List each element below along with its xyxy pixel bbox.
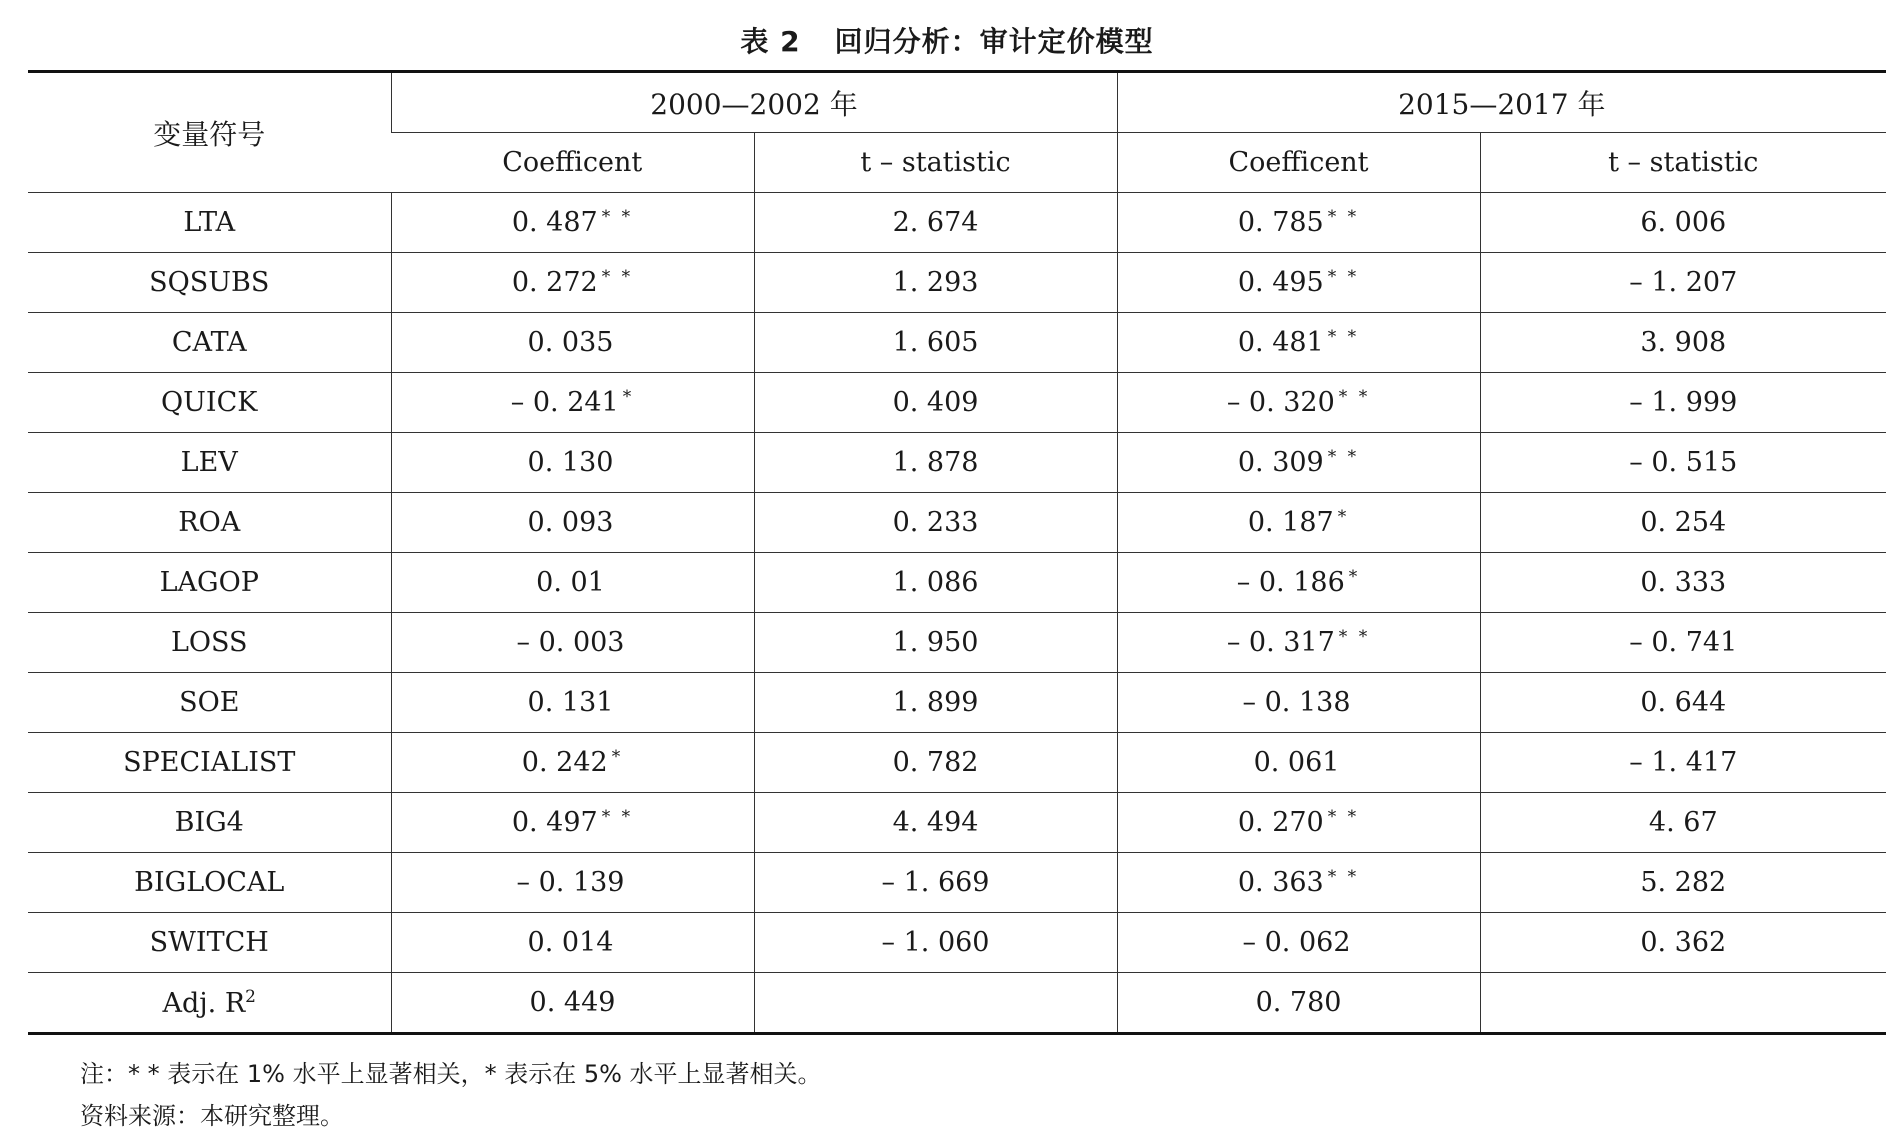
coefficient-value: 0. 481	[1237, 327, 1324, 358]
table-row	[28, 493, 1886, 553]
t-statistic-cell: – 0. 515	[1480, 433, 1886, 493]
coefficient-value: 0. 035	[527, 327, 614, 358]
t-statistic-header-1: t – statistic	[754, 133, 1117, 193]
coefficient-value: 0. 272	[511, 267, 598, 298]
table-notes	[80, 1053, 822, 1137]
adj-r2-row	[28, 973, 1886, 1034]
coefficient-cell	[1117, 793, 1480, 853]
variable-name: CATA	[28, 313, 391, 373]
coefficient-cell	[391, 793, 754, 853]
coefficient-cell	[391, 493, 754, 553]
t-statistic-cell: 0. 254	[1480, 493, 1886, 553]
coefficient-value: 0. 187	[1247, 507, 1334, 538]
coefficient-value: 0. 495	[1237, 267, 1324, 298]
coefficient-cell	[1117, 193, 1480, 253]
table-row	[28, 313, 1886, 373]
variable-name: BIGLOCAL	[28, 853, 391, 913]
t-statistic-cell: 0. 782	[754, 733, 1117, 793]
significance-stars: * *	[1338, 627, 1371, 647]
significance-stars: * *	[1327, 327, 1360, 347]
period-header-2000-2002: 2000—2002 年	[391, 72, 1117, 133]
significance-stars: * *	[1327, 447, 1360, 467]
variable-name: BIG4	[28, 793, 391, 853]
coefficient-value: 0. 093	[527, 507, 614, 538]
t-statistic-cell: – 0. 741	[1480, 613, 1886, 673]
significance-stars: * *	[1327, 807, 1360, 827]
significance-stars: *	[622, 387, 635, 407]
table-row	[28, 373, 1886, 433]
significance-stars: * *	[601, 267, 634, 287]
table-row	[28, 733, 1886, 793]
variable-name: SPECIALIST	[28, 733, 391, 793]
significance-stars: * *	[601, 207, 634, 227]
coefficient-value: 0. 061	[1253, 747, 1340, 778]
coefficient-value: 0. 130	[527, 447, 614, 478]
t-statistic-header-2: t – statistic	[1480, 133, 1886, 193]
t-statistic-cell: 0. 409	[754, 373, 1117, 433]
coefficient-cell	[391, 853, 754, 913]
coefficient-cell	[1117, 553, 1480, 613]
empty-cell	[754, 973, 1117, 1034]
table-row	[28, 193, 1886, 253]
coefficient-cell	[391, 673, 754, 733]
t-statistic-cell: – 1. 999	[1480, 373, 1886, 433]
variable-name: SWITCH	[28, 913, 391, 973]
period-header-2015-2017: 2015—2017 年	[1117, 72, 1886, 133]
t-statistic-cell: 1. 605	[754, 313, 1117, 373]
t-statistic-cell: 1. 086	[754, 553, 1117, 613]
source-note: 资料来源：本研究整理。	[80, 1102, 344, 1130]
t-statistic-cell: 1. 878	[754, 433, 1117, 493]
coefficient-value: 0. 131	[527, 687, 614, 718]
variable-name: LEV	[28, 433, 391, 493]
adj-r2-value-2: 0. 780	[1117, 973, 1480, 1034]
variable-name: LAGOP	[28, 553, 391, 613]
coefficient-cell	[391, 373, 754, 433]
coefficient-value: 0. 309	[1237, 447, 1324, 478]
t-statistic-cell: 4. 494	[754, 793, 1117, 853]
significance-stars: *	[611, 747, 624, 767]
regression-table	[28, 70, 1886, 1035]
table-row	[28, 553, 1886, 613]
variable-name: LTA	[28, 193, 391, 253]
table-row	[28, 253, 1886, 313]
coefficient-value: 0. 01	[536, 567, 605, 598]
coefficient-cell	[391, 553, 754, 613]
coefficient-cell	[1117, 613, 1480, 673]
t-statistic-cell: 5. 282	[1480, 853, 1886, 913]
variable-name	[28, 973, 391, 1034]
significance-stars: *	[1348, 567, 1361, 587]
coefficient-value: – 0. 138	[1242, 687, 1351, 718]
coefficient-value: – 0. 186	[1236, 567, 1345, 598]
coefficient-cell	[1117, 253, 1480, 313]
t-statistic-cell: 3. 908	[1480, 313, 1886, 373]
adj-r2-label: Adj. R	[162, 987, 246, 1019]
significance-stars: * *	[1327, 867, 1360, 887]
table-row	[28, 793, 1886, 853]
t-statistic-cell: 6. 006	[1480, 193, 1886, 253]
coefficient-value: – 0. 003	[516, 627, 625, 658]
t-statistic-cell: – 1. 207	[1480, 253, 1886, 313]
coefficient-cell	[1117, 433, 1480, 493]
coefficient-cell	[1117, 493, 1480, 553]
coefficient-cell	[1117, 733, 1480, 793]
table-row	[28, 433, 1886, 493]
t-statistic-cell: 0. 362	[1480, 913, 1886, 973]
variable-name: LOSS	[28, 613, 391, 673]
coefficient-cell	[391, 733, 754, 793]
coefficient-cell	[1117, 373, 1480, 433]
t-statistic-cell: 4. 67	[1480, 793, 1886, 853]
coefficient-cell	[391, 193, 754, 253]
significance-stars: *	[1337, 507, 1350, 527]
table-row	[28, 673, 1886, 733]
variable-name: ROA	[28, 493, 391, 553]
variable-name: QUICK	[28, 373, 391, 433]
variable-name: SQSUBS	[28, 253, 391, 313]
coefficient-value: 0. 014	[527, 927, 614, 958]
table-row	[28, 853, 1886, 913]
t-statistic-cell: – 1. 417	[1480, 733, 1886, 793]
coefficient-header-2: Coefficent	[1117, 133, 1480, 193]
t-statistic-cell: – 1. 060	[754, 913, 1117, 973]
adj-r2-superscript: 2	[245, 986, 256, 1007]
significance-stars: * *	[1327, 267, 1360, 287]
coefficient-value: – 0. 320	[1226, 387, 1335, 418]
significance-note: 注：* * 表示在 1% 水平上显著相关，* 表示在 5% 水平上显著相关。	[80, 1060, 822, 1088]
coefficient-cell	[1117, 853, 1480, 913]
coefficient-value: – 0. 062	[1242, 927, 1351, 958]
variable-symbol-header: 变量符号	[153, 117, 266, 151]
coefficient-value: 0. 242	[521, 747, 608, 778]
coefficient-cell	[1117, 673, 1480, 733]
t-statistic-cell: – 1. 669	[754, 853, 1117, 913]
table-row	[28, 913, 1886, 973]
significance-stars: * *	[1338, 387, 1371, 407]
coefficient-cell	[391, 313, 754, 373]
coefficient-cell	[391, 613, 754, 673]
adj-r2-value-1: 0. 449	[391, 973, 754, 1034]
table-title: 回归分析：审计定价模型	[834, 25, 1154, 58]
coefficient-value: 0. 270	[1237, 807, 1324, 838]
t-statistic-cell: 0. 333	[1480, 553, 1886, 613]
coefficient-value: 0. 497	[511, 807, 598, 838]
coefficient-value: 0. 487	[511, 207, 598, 238]
coefficient-value: 0. 363	[1237, 867, 1324, 898]
t-statistic-cell: 0. 644	[1480, 673, 1886, 733]
t-statistic-cell: 1. 950	[754, 613, 1117, 673]
coefficient-value: – 0. 241	[510, 387, 619, 418]
coefficient-value: – 0. 317	[1226, 627, 1335, 658]
variable-name: SOE	[28, 673, 391, 733]
table-row	[28, 613, 1886, 673]
empty-cell	[1480, 973, 1886, 1034]
coefficient-header-1: Coefficent	[391, 133, 754, 193]
coefficient-cell	[1117, 313, 1480, 373]
coefficient-value: – 0. 139	[516, 867, 625, 898]
t-statistic-cell: 2. 674	[754, 193, 1117, 253]
significance-stars: * *	[601, 807, 634, 827]
t-statistic-cell: 1. 899	[754, 673, 1117, 733]
coefficient-cell	[1117, 913, 1480, 973]
coefficient-cell	[391, 433, 754, 493]
coefficient-value: 0. 785	[1237, 207, 1324, 238]
table-number: 表 2	[740, 25, 801, 58]
significance-stars: * *	[1327, 207, 1360, 227]
table-caption	[0, 20, 1894, 60]
coefficient-cell	[391, 913, 754, 973]
t-statistic-cell: 1. 293	[754, 253, 1117, 313]
t-statistic-cell: 0. 233	[754, 493, 1117, 553]
coefficient-cell	[391, 253, 754, 313]
